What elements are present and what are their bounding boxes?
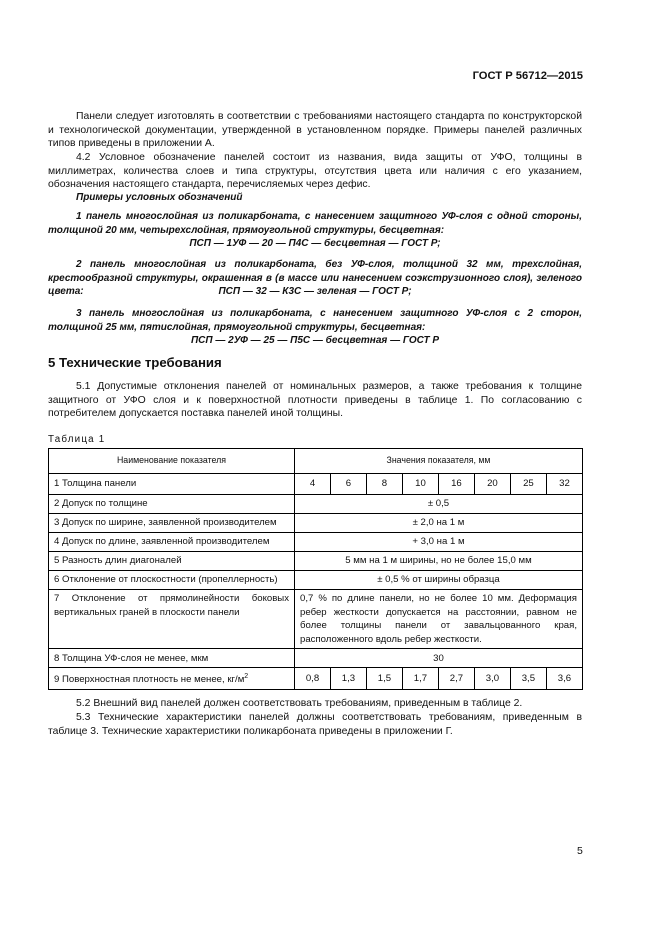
table-cell: 25	[510, 474, 546, 495]
example-3-text: 3 панель многослойная из поликарбоната, с нанесением защитного УФ-слоя с 2 сторон, толщиной 25 мм, пятислойная, прямоугольной структуры, бесцветная:	[48, 308, 582, 333]
table-cell: ± 2,0 на 1 м	[295, 514, 583, 533]
unit-superscript: 2	[244, 673, 249, 681]
table-cell: 3,6	[546, 668, 582, 690]
intro-paragraph-4-2: 4.2 Условное обозначение панелей состоит из названия, вида защиты от УФО, толщины в миллиметрах, количества слоев и типа структуры, отсутствия цвета или наличия с его указанием, обозначения настоящего стандарта, перечисляемых через дефис.	[48, 152, 582, 191]
example-2-text: 2 панель многослойная из поликарбоната, без УФ-слоя, толщиной 32 мм, трехслойная, крестообразной структуры, окрашенная в (в массе или нанесением соэкструзионного слоя), зеленого цвета:	[48, 259, 582, 298]
table-cell: + 3,0 на 1 м	[295, 533, 583, 552]
table-cell: 1,5	[366, 668, 402, 690]
col-header-name: Наименование показателя	[49, 449, 295, 474]
table-cell: 0,8	[295, 668, 331, 690]
table-row	[49, 649, 583, 668]
examples-heading: Примеры условных обозначений	[76, 192, 243, 203]
example-1-code: ПСП — 1УФ — 20 — П4С — бесцветная — ГОСТ Р;	[189, 238, 441, 249]
row-label-text: 9 Поверхностная плотность не менее, кг/м	[54, 674, 245, 686]
page-number: 5	[577, 845, 583, 857]
row-label: 5 Разность длин диагоналей	[49, 552, 295, 571]
table-row	[49, 474, 583, 495]
table-row	[49, 571, 583, 590]
table-cell: ± 0,5 % от ширины образца	[295, 571, 583, 590]
table-cell: 3,0	[474, 668, 510, 690]
table-row	[49, 668, 583, 690]
example-2-code: ПСП — 32 — К3С — зеленая — ГОСТ Р;	[218, 286, 412, 297]
table-cell: 8	[366, 474, 402, 495]
table-cell: 2,7	[438, 668, 474, 690]
table-cell: ± 0,5	[295, 495, 583, 514]
table-cell: 6	[330, 474, 366, 495]
table-cell: 5 мм на 1 м ширины, но не более 15,0 мм	[295, 552, 583, 571]
table-cell: 30	[295, 649, 583, 668]
table-row	[49, 552, 583, 571]
table-1	[48, 448, 583, 690]
table-row	[49, 514, 583, 533]
row-label: 4 Допуск по длине, заявленной производителем	[49, 533, 295, 552]
row-label: 7 Отклонение от прямолинейности боковых вертикальных граней в плоскости панели	[49, 590, 295, 649]
row-label: 6 Отклонение от плоскостности (пропеллерность)	[49, 571, 295, 590]
table-1-caption: Таблица 1	[48, 434, 106, 445]
intro-paragraph-1: Панели следует изготовлять в соответствии с требованиями настоящего стандарта по конструкторской и технологической документации, утвержденной в установленном порядке. Примеры панелей различных типов приведены в приложении А.	[48, 111, 582, 150]
paragraph-5-2: 5.2 Внешний вид панелей должен соответствовать требованиям, приведенным в таблице 2.	[76, 698, 523, 709]
row-label	[49, 668, 295, 690]
table-row	[49, 590, 583, 649]
row-label: 1 Толщина панели	[49, 474, 295, 495]
table-cell: 10	[402, 474, 438, 495]
paragraph-5-3: 5.3 Технические характеристики панелей должны соответствовать требованиям, приведенным в таблице 3. Технические характеристики поликарбоната приведены в приложении Г.	[48, 712, 582, 737]
table-cell: 16	[438, 474, 474, 495]
table-header-row	[49, 449, 583, 474]
table-cell: 4	[295, 474, 331, 495]
table-row	[49, 533, 583, 552]
table-cell: 0,7 % по длине панели, но не более 10 мм. Деформация ребер жесткости допускается на расстоянии, равном не более толщины панели от завальцованного края, расположенного вдоль ребер жесткости.	[295, 590, 583, 649]
table-cell: 1,3	[330, 668, 366, 690]
row-label: 2 Допуск по толщине	[49, 495, 295, 514]
row-label: 8 Толщина УФ-слоя не менее, мкм	[49, 649, 295, 668]
example-1-text: 1 панель многослойная из поликарбоната, с нанесением защитного УФ-слоя с одной стороны, толщиной 20 мм, четырехслойная, прямоугольной структуры, бесцветная:	[48, 211, 582, 236]
table-cell: 32	[546, 474, 582, 495]
paragraph-5-1: 5.1 Допустимые отклонения панелей от номинальных размеров, а также требования к толщине защитного от УФО слоя и к поверхностной плотности приведены в таблице 1. По согласованию с потребителем допускается поставка панелей иной толщины.	[48, 381, 582, 420]
table-cell: 1,7	[402, 668, 438, 690]
table-row	[49, 495, 583, 514]
col-header-values: Значения показателя, мм	[295, 449, 583, 474]
table-cell: 20	[474, 474, 510, 495]
section-5-title: 5 Технические требования	[48, 355, 222, 370]
document-header: ГОСТ Р 56712—2015	[472, 70, 583, 82]
row-label: 3 Допуск по ширине, заявленной производителем	[49, 514, 295, 533]
example-3-code: ПСП — 2УФ — 25 — П5С — бесцветная — ГОСТ Р	[190, 335, 440, 346]
table-cell: 3,5	[510, 668, 546, 690]
